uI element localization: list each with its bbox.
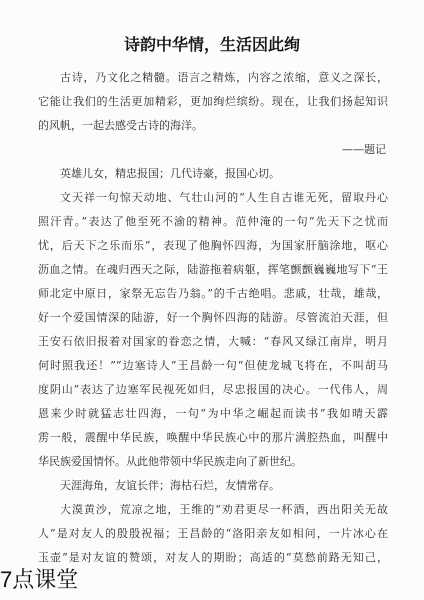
- text-line: 何时照我还！”“边塞诗人”王昌龄一句“但使龙城飞将在，不叫胡马: [38, 359, 388, 372]
- text-line: 人”是对友人的殷殷祝福；王昌龄的“洛阳亲友如相问，一片冰心在: [38, 527, 388, 540]
- preface: [38, 66, 388, 162]
- text-line: 雳一般，震醒中华民族，唤醒中华民族心中的那片满腔热血，叫醒中: [38, 431, 388, 444]
- paragraph: [38, 474, 388, 498]
- text-line: 王安石依旧报着对国家的眷恋之情，大喊：“春风又绿江南岸，明月: [38, 335, 388, 348]
- text-line: 沥血之情。在魂归西天之际，陆游拖着病躯，挥笔颤颤巍巍地写下“王: [38, 263, 388, 276]
- text-line: 文天祥一句惊天动地、气壮山河的“人生自古谁无死，留取丹心: [60, 191, 388, 204]
- text-line: 古诗，乃文化之精髓。语言之精炼，内容之浓缩，意义之深长，: [60, 71, 388, 84]
- text-line: 好一个爱国情深的陆游，好一个胸怀四海的陆游。尽管流泊天涯，但: [38, 311, 388, 324]
- paragraph: [38, 498, 388, 570]
- page-title: 诗韵中华情，生活因此绚: [123, 35, 300, 54]
- text-line: 英雄儿女，精忠报国；几代诗豪，报国心切。: [60, 167, 280, 180]
- document-body: [38, 66, 388, 570]
- text-line: 恩来少时就猛志壮四海，一句“为中华之崛起而读书”我如晴天霹: [38, 407, 388, 420]
- text-line: 度阴山”表达了边塞军民视死如归，尽忠报国的决心。一代伟人，周: [38, 383, 388, 396]
- text-line: 大漠黄沙，荒凉之地，王维的“劝君更尽一杯酒，西出阳关无故: [60, 503, 388, 516]
- text-line: 忧，后天下之乐而乐”，表现了他胸怀四海，为国家肝脑涂地，呕心: [38, 239, 388, 252]
- text-line: 照汗青。”表达了他至死不渝的精神。范仲淹的一句“先天下之忧而: [38, 215, 388, 228]
- text-line: 师北定中原日，家祭无忘告乃翁。”的千古绝唱。悲戚，壮哉，雄哉，: [38, 287, 388, 300]
- text-line: 天涯海角，友谊长伴；海枯石烂，友情常存。: [60, 479, 280, 492]
- overlay-caption: 7点课堂: [0, 567, 79, 592]
- text-line: 的风帆，一起去感受古诗的海洋。: [38, 119, 203, 132]
- text-line: 华民族爱国情怀。从此他带领中华民族走向了新世纪。: [38, 455, 302, 468]
- paragraph: [38, 162, 388, 186]
- paragraph: [38, 186, 388, 474]
- text-line: 它能让我们的生活更加精彩，更加绚烂缤纷。现在，让我们扬起知识: [38, 95, 388, 108]
- preface-attribution: ——题记: [342, 143, 386, 156]
- text-line: 玉壶”是对友谊的赞颂，对友人的期盼；高适的“莫愁前路无知己，: [38, 551, 388, 564]
